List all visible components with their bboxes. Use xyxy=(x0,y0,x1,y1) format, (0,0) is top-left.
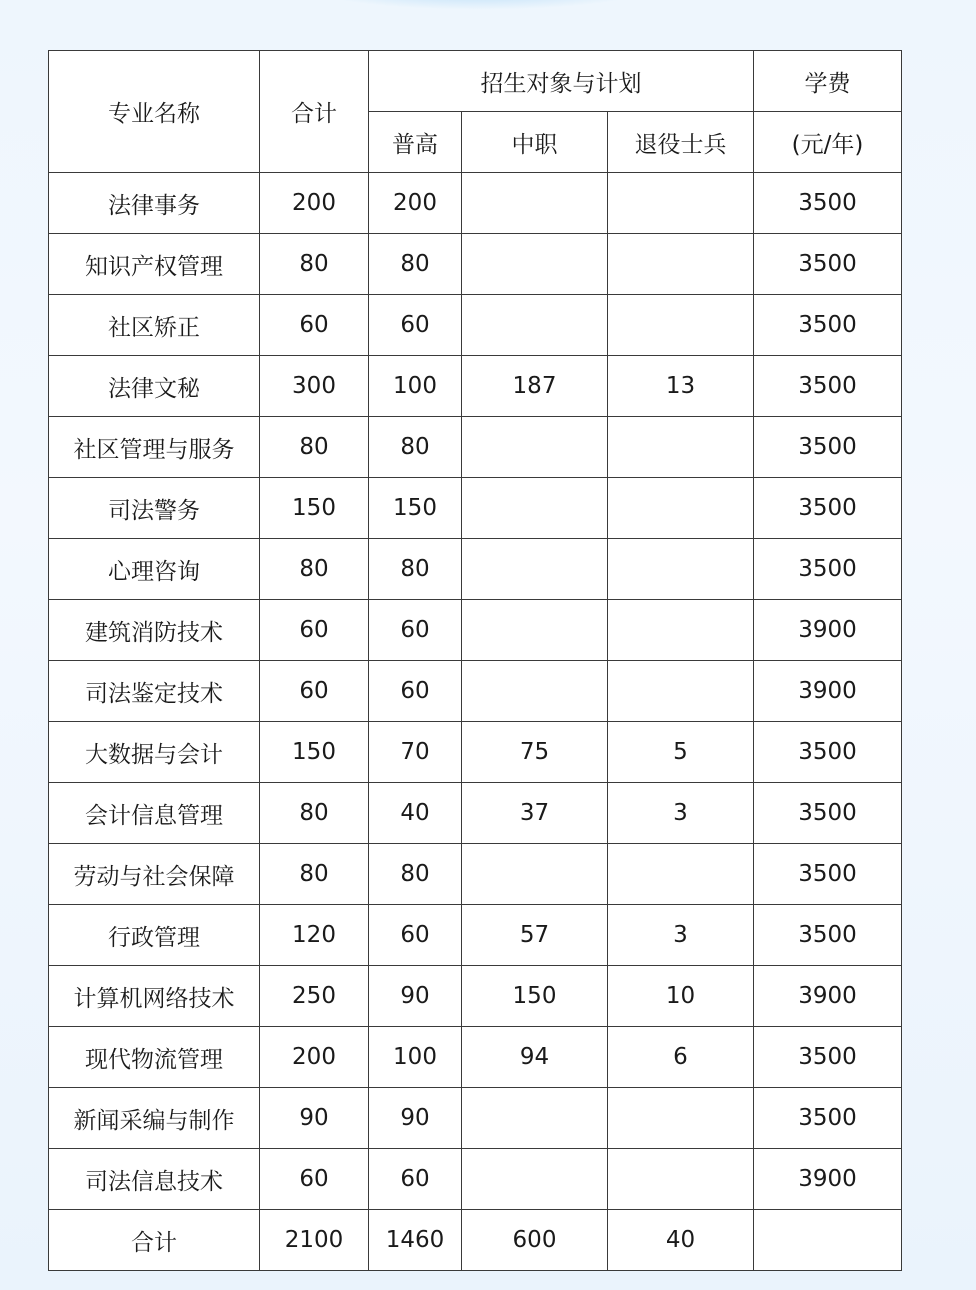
cell-tuition: 3900 xyxy=(754,661,902,722)
header-row-top xyxy=(49,51,902,112)
cell-general-hs: 60 xyxy=(369,600,462,661)
cell-major: 社区管理与服务 xyxy=(49,417,260,478)
enrollment-plan-table xyxy=(48,50,902,1271)
cell-veterans xyxy=(608,234,754,295)
cell-major: 法律事务 xyxy=(49,173,260,234)
cell-veterans xyxy=(608,844,754,905)
header-total: 合计 xyxy=(260,51,369,173)
cell-general-hs: 100 xyxy=(369,1027,462,1088)
cell-general-hs: 1460 xyxy=(369,1210,462,1271)
table-header xyxy=(49,51,902,173)
cell-veterans xyxy=(608,478,754,539)
cell-tuition xyxy=(754,1210,902,1271)
cell-vocational xyxy=(462,234,608,295)
table-row xyxy=(49,173,902,234)
cell-general-hs: 40 xyxy=(369,783,462,844)
cell-veterans: 6 xyxy=(608,1027,754,1088)
table-row xyxy=(49,417,902,478)
cell-veterans: 3 xyxy=(608,783,754,844)
cell-general-hs: 80 xyxy=(369,234,462,295)
cell-total: 300 xyxy=(260,356,369,417)
cell-major: 知识产权管理 xyxy=(49,234,260,295)
cell-general-hs: 80 xyxy=(369,417,462,478)
table-row xyxy=(49,1088,902,1149)
cell-general-hs: 80 xyxy=(369,539,462,600)
table-row xyxy=(49,905,902,966)
cell-major: 合计 xyxy=(49,1210,260,1271)
cell-vocational xyxy=(462,1088,608,1149)
cell-major: 行政管理 xyxy=(49,905,260,966)
cell-total: 90 xyxy=(260,1088,369,1149)
cell-tuition: 3500 xyxy=(754,356,902,417)
cell-general-hs: 80 xyxy=(369,844,462,905)
cell-tuition: 3500 xyxy=(754,1027,902,1088)
enrollment-plan-sheet xyxy=(48,50,901,1271)
cell-vocational: 57 xyxy=(462,905,608,966)
cell-vocational xyxy=(462,295,608,356)
cell-vocational xyxy=(462,844,608,905)
header-plan-group: 招生对象与计划 xyxy=(369,51,754,112)
cell-tuition: 3500 xyxy=(754,295,902,356)
cell-major: 现代物流管理 xyxy=(49,1027,260,1088)
cell-tuition: 3500 xyxy=(754,844,902,905)
cell-major: 司法信息技术 xyxy=(49,1149,260,1210)
cell-veterans xyxy=(608,600,754,661)
header-tuition: 学费 xyxy=(754,51,902,112)
cell-tuition: 3500 xyxy=(754,783,902,844)
cell-tuition: 3500 xyxy=(754,722,902,783)
cell-tuition: 3500 xyxy=(754,539,902,600)
cell-vocational: 150 xyxy=(462,966,608,1027)
cell-vocational: 37 xyxy=(462,783,608,844)
cell-major: 司法鉴定技术 xyxy=(49,661,260,722)
cell-veterans: 40 xyxy=(608,1210,754,1271)
cell-vocational: 600 xyxy=(462,1210,608,1271)
cell-tuition: 3500 xyxy=(754,905,902,966)
cell-veterans xyxy=(608,1149,754,1210)
cell-total: 60 xyxy=(260,295,369,356)
cell-veterans: 5 xyxy=(608,722,754,783)
cell-total: 200 xyxy=(260,173,369,234)
cell-total: 120 xyxy=(260,905,369,966)
cell-veterans xyxy=(608,295,754,356)
cell-major: 劳动与社会保障 xyxy=(49,844,260,905)
header-vocational: 中职 xyxy=(462,112,608,173)
table-row xyxy=(49,783,902,844)
cell-veterans: 3 xyxy=(608,905,754,966)
cell-tuition: 3900 xyxy=(754,966,902,1027)
cell-general-hs: 60 xyxy=(369,905,462,966)
cell-vocational xyxy=(462,539,608,600)
cell-tuition: 3500 xyxy=(754,478,902,539)
cell-total: 80 xyxy=(260,234,369,295)
cell-general-hs: 100 xyxy=(369,356,462,417)
table-row xyxy=(49,966,902,1027)
cell-total: 80 xyxy=(260,844,369,905)
header-general-hs: 普高 xyxy=(369,112,462,173)
table-body xyxy=(49,173,902,1271)
cell-general-hs: 60 xyxy=(369,661,462,722)
cell-total: 80 xyxy=(260,417,369,478)
table-row xyxy=(49,295,902,356)
cell-veterans xyxy=(608,539,754,600)
cell-major: 社区矫正 xyxy=(49,295,260,356)
cell-veterans xyxy=(608,661,754,722)
cell-tuition: 3500 xyxy=(754,173,902,234)
table-row xyxy=(49,539,902,600)
cell-vocational xyxy=(462,173,608,234)
cell-total: 60 xyxy=(260,1149,369,1210)
cell-tuition: 3500 xyxy=(754,234,902,295)
cell-major: 会计信息管理 xyxy=(49,783,260,844)
table-row xyxy=(49,844,902,905)
top-glow-decoration xyxy=(300,0,660,10)
cell-veterans: 10 xyxy=(608,966,754,1027)
cell-tuition: 3500 xyxy=(754,417,902,478)
cell-general-hs: 60 xyxy=(369,295,462,356)
cell-major: 计算机网络技术 xyxy=(49,966,260,1027)
cell-general-hs: 70 xyxy=(369,722,462,783)
cell-vocational xyxy=(462,600,608,661)
header-major: 专业名称 xyxy=(49,51,260,173)
cell-total: 60 xyxy=(260,661,369,722)
table-row xyxy=(49,478,902,539)
cell-major: 司法警务 xyxy=(49,478,260,539)
cell-total: 250 xyxy=(260,966,369,1027)
table-row xyxy=(49,234,902,295)
table-row xyxy=(49,1027,902,1088)
cell-tuition: 3900 xyxy=(754,1149,902,1210)
cell-total: 2100 xyxy=(260,1210,369,1271)
cell-vocational: 75 xyxy=(462,722,608,783)
cell-total: 80 xyxy=(260,539,369,600)
cell-general-hs: 200 xyxy=(369,173,462,234)
cell-total: 60 xyxy=(260,600,369,661)
table-row xyxy=(49,600,902,661)
header-tuition-unit: (元/年) xyxy=(754,112,902,173)
cell-major: 心理咨询 xyxy=(49,539,260,600)
cell-general-hs: 90 xyxy=(369,1088,462,1149)
cell-total: 200 xyxy=(260,1027,369,1088)
cell-vocational xyxy=(462,417,608,478)
cell-major: 新闻采编与制作 xyxy=(49,1088,260,1149)
cell-tuition: 3900 xyxy=(754,600,902,661)
cell-total: 80 xyxy=(260,783,369,844)
cell-total: 150 xyxy=(260,722,369,783)
cell-vocational xyxy=(462,478,608,539)
table-row xyxy=(49,722,902,783)
cell-vocational: 94 xyxy=(462,1027,608,1088)
header-veterans: 退役士兵 xyxy=(608,112,754,173)
cell-major: 大数据与会计 xyxy=(49,722,260,783)
cell-general-hs: 150 xyxy=(369,478,462,539)
cell-veterans: 13 xyxy=(608,356,754,417)
cell-vocational xyxy=(462,1149,608,1210)
table-row xyxy=(49,661,902,722)
cell-veterans xyxy=(608,1088,754,1149)
cell-veterans xyxy=(608,173,754,234)
table-row xyxy=(49,356,902,417)
table-row xyxy=(49,1149,902,1210)
cell-veterans xyxy=(608,417,754,478)
table-total-row xyxy=(49,1210,902,1271)
cell-tuition: 3500 xyxy=(754,1088,902,1149)
cell-major: 法律文秘 xyxy=(49,356,260,417)
cell-vocational: 187 xyxy=(462,356,608,417)
cell-total: 150 xyxy=(260,478,369,539)
cell-general-hs: 90 xyxy=(369,966,462,1027)
cell-vocational xyxy=(462,661,608,722)
cell-general-hs: 60 xyxy=(369,1149,462,1210)
cell-major: 建筑消防技术 xyxy=(49,600,260,661)
